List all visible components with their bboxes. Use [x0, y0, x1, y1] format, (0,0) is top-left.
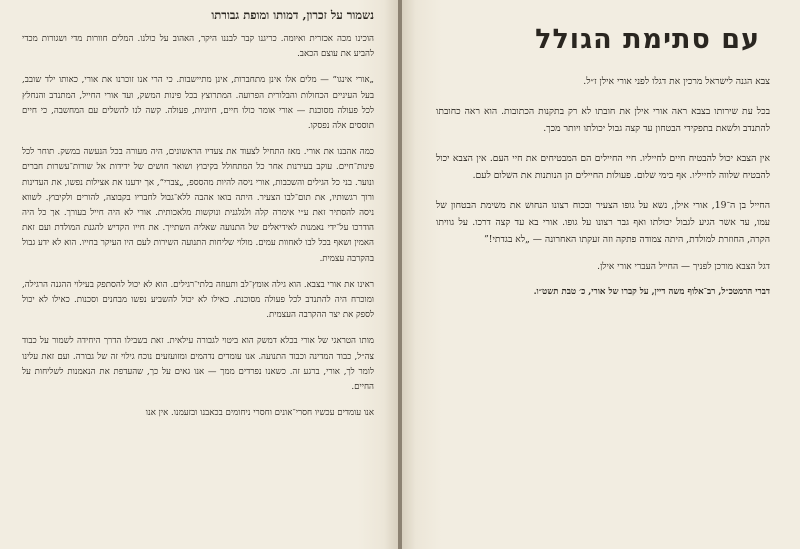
- left-page-heading: נשמור על זכרון, דמותו ומופת גבורתו: [211, 8, 374, 22]
- left-paragraph: מותו הטראגי של אורי בכלא דמשק הוא ביטוי לגבורה עילאית. זאת בשבילו הדרך היחידה לשמור על כבוד צה״ל, כבוד המדינה וכבוד התנועה. אנו עומדים נדהמים ומזועזעים נוכח גילוי זה של גבורה. ועם זאת עלינו לומר לך, אורי, ברגע זה. כשאנו נפרדים ממך — אנו גאים על כך, שהעדפת את הנאמנות לשליחות על החיים.: [22, 336, 374, 393]
- left-paragraph: כמה אהבנו את אורי. מאז התחיל לצעוד את צעדיו הראשונים, היה מעורה בכל הנעשה במשק. תוחר לכל פינות־חיים. עוקב בעירנות אחר כל המתחולל בקיבוץ ושואר חושים של ידידות אל שורות־עשרות חברים ונוער. בני כל הגילים והשכבות, אורי ניסה להיות מהסספ, „צברי”, אך ידענו את אצילות נפשו, את העדינות ורוך רגשותיו, את תום־לבו הצעיר. היתה בואו אהבה ללא־גבול לחבריו בקבוצה, להורים ולקיבוץ. לשווא ניסה להסתיר זאת ע״י אימרה קלה ולגלגנית ונוקשות מלאכותית. אורי לא היה חייל בעורך. אך כל היה הודרכו על־ידי נאמנות לאידיאלים של התנועה שאליה השתייך. את חייו הקדיש להגנת המולדת ועם זאת האמין ושאף בכל לבו לאחוות עמים. מולוי שליחות התנועה השירות לעם היו העיקר בחייו. הוא לא ידע גבול בהקרבה עצמית.: [22, 147, 374, 264]
- left-page: [0, 0, 398, 549]
- right-paragraph: בכל עת שירותו בצבא ראה אורי אילן את חובתו לא רק בתקנות הכתובות. הוא ראה כחובתו להתנדב ולשאת בתפקידי הבטחון עד קצה גבול יכולתו ויותר מכך.: [436, 106, 770, 134]
- right-paragraph: אין הצבא יכול להבטיח חיים לחייליו. חיי החיילים הם המבטיחים את חיי העם. אין הצבא יכול להבטיח שלווה לחייליו. אף בימי שלום. פעולות החיילים הן הנותנות את השלום לעם.: [436, 153, 770, 181]
- speech-credit: דברי הרמטכ״ל, רב־אלוף משה דיין, על קברו של אורי, כ׳ טבת תשט״ו.: [533, 287, 770, 297]
- closing-line: דגל הצבא מורכן לפניך — החייל העברי אורי אילן.: [597, 262, 770, 272]
- right-paragraph: החייל בן ה־19, אורי אילן, נשא על גופו הצעיר ובכוח רצונו הנחוש את משימת הבטחון של עמו, עד אשר הגיע לגבול יכולתו ואף גבר רצונו על גופו. אורי בא עד קצה דרכו. על גוויתו הקרה, החוזרת למולדת, היתה צמודה פתקה וזה זעקתו האחרונה — „לא בגדתי!”: [436, 200, 770, 245]
- left-paragraph: הוכינו מכה אכזרית ואיומה. כריגנו קבר לבננו היקר, האהוב על כולנו. המלים חוורות מדי ושגורות מכדי להביע את עוצם הכאב.: [22, 34, 374, 60]
- right-page: [402, 0, 800, 549]
- left-paragraph: „אורי אינגו” — מלים אלו אינן מתחברות, אינן מתיישבות. כי הרי אנו זוכרנו את אורי, כאותו ילד שובב, בעל העיניים הכחולות והבלורית הפרועה. המתרוצץ בכל פינות המשק, ועד אורי החייל, המתנדב והנחלץ לכל פעולה מסוכנת — אורי אומר כולו חיים, חיוניות, פעולה. קשה לנו להשלים עם המחשבה, כי חיים תוססים אלה נפסקו.: [22, 75, 374, 132]
- left-paragraph: אנו עומדים עכשיו חסרי־אונים וחסרי ניחומים בכאבנו ובזעמנו. אין אנו: [145, 408, 374, 419]
- left-paragraph: ראינו את אורי בצבא. הוא גילה אומץ־לב ותעוזה בלתי־רגילים. הוא לא יכול להסתפק בעילוי ההגנה הרגילה, ומוכרח היה להתנדב לכל פעולה מסוכנת. כאילו לא יכול להשביע נפשו מבחנים וסכנות. כאילו לא יכול לספק את יצר ההקרבה העצמית.: [22, 279, 374, 321]
- right-page-title: עם סתימת הגולל: [535, 24, 760, 55]
- right-paragraph: צבא הגנה לישראל מרכין את דגלו לפני אורי אילן ז״ל.: [583, 76, 770, 87]
